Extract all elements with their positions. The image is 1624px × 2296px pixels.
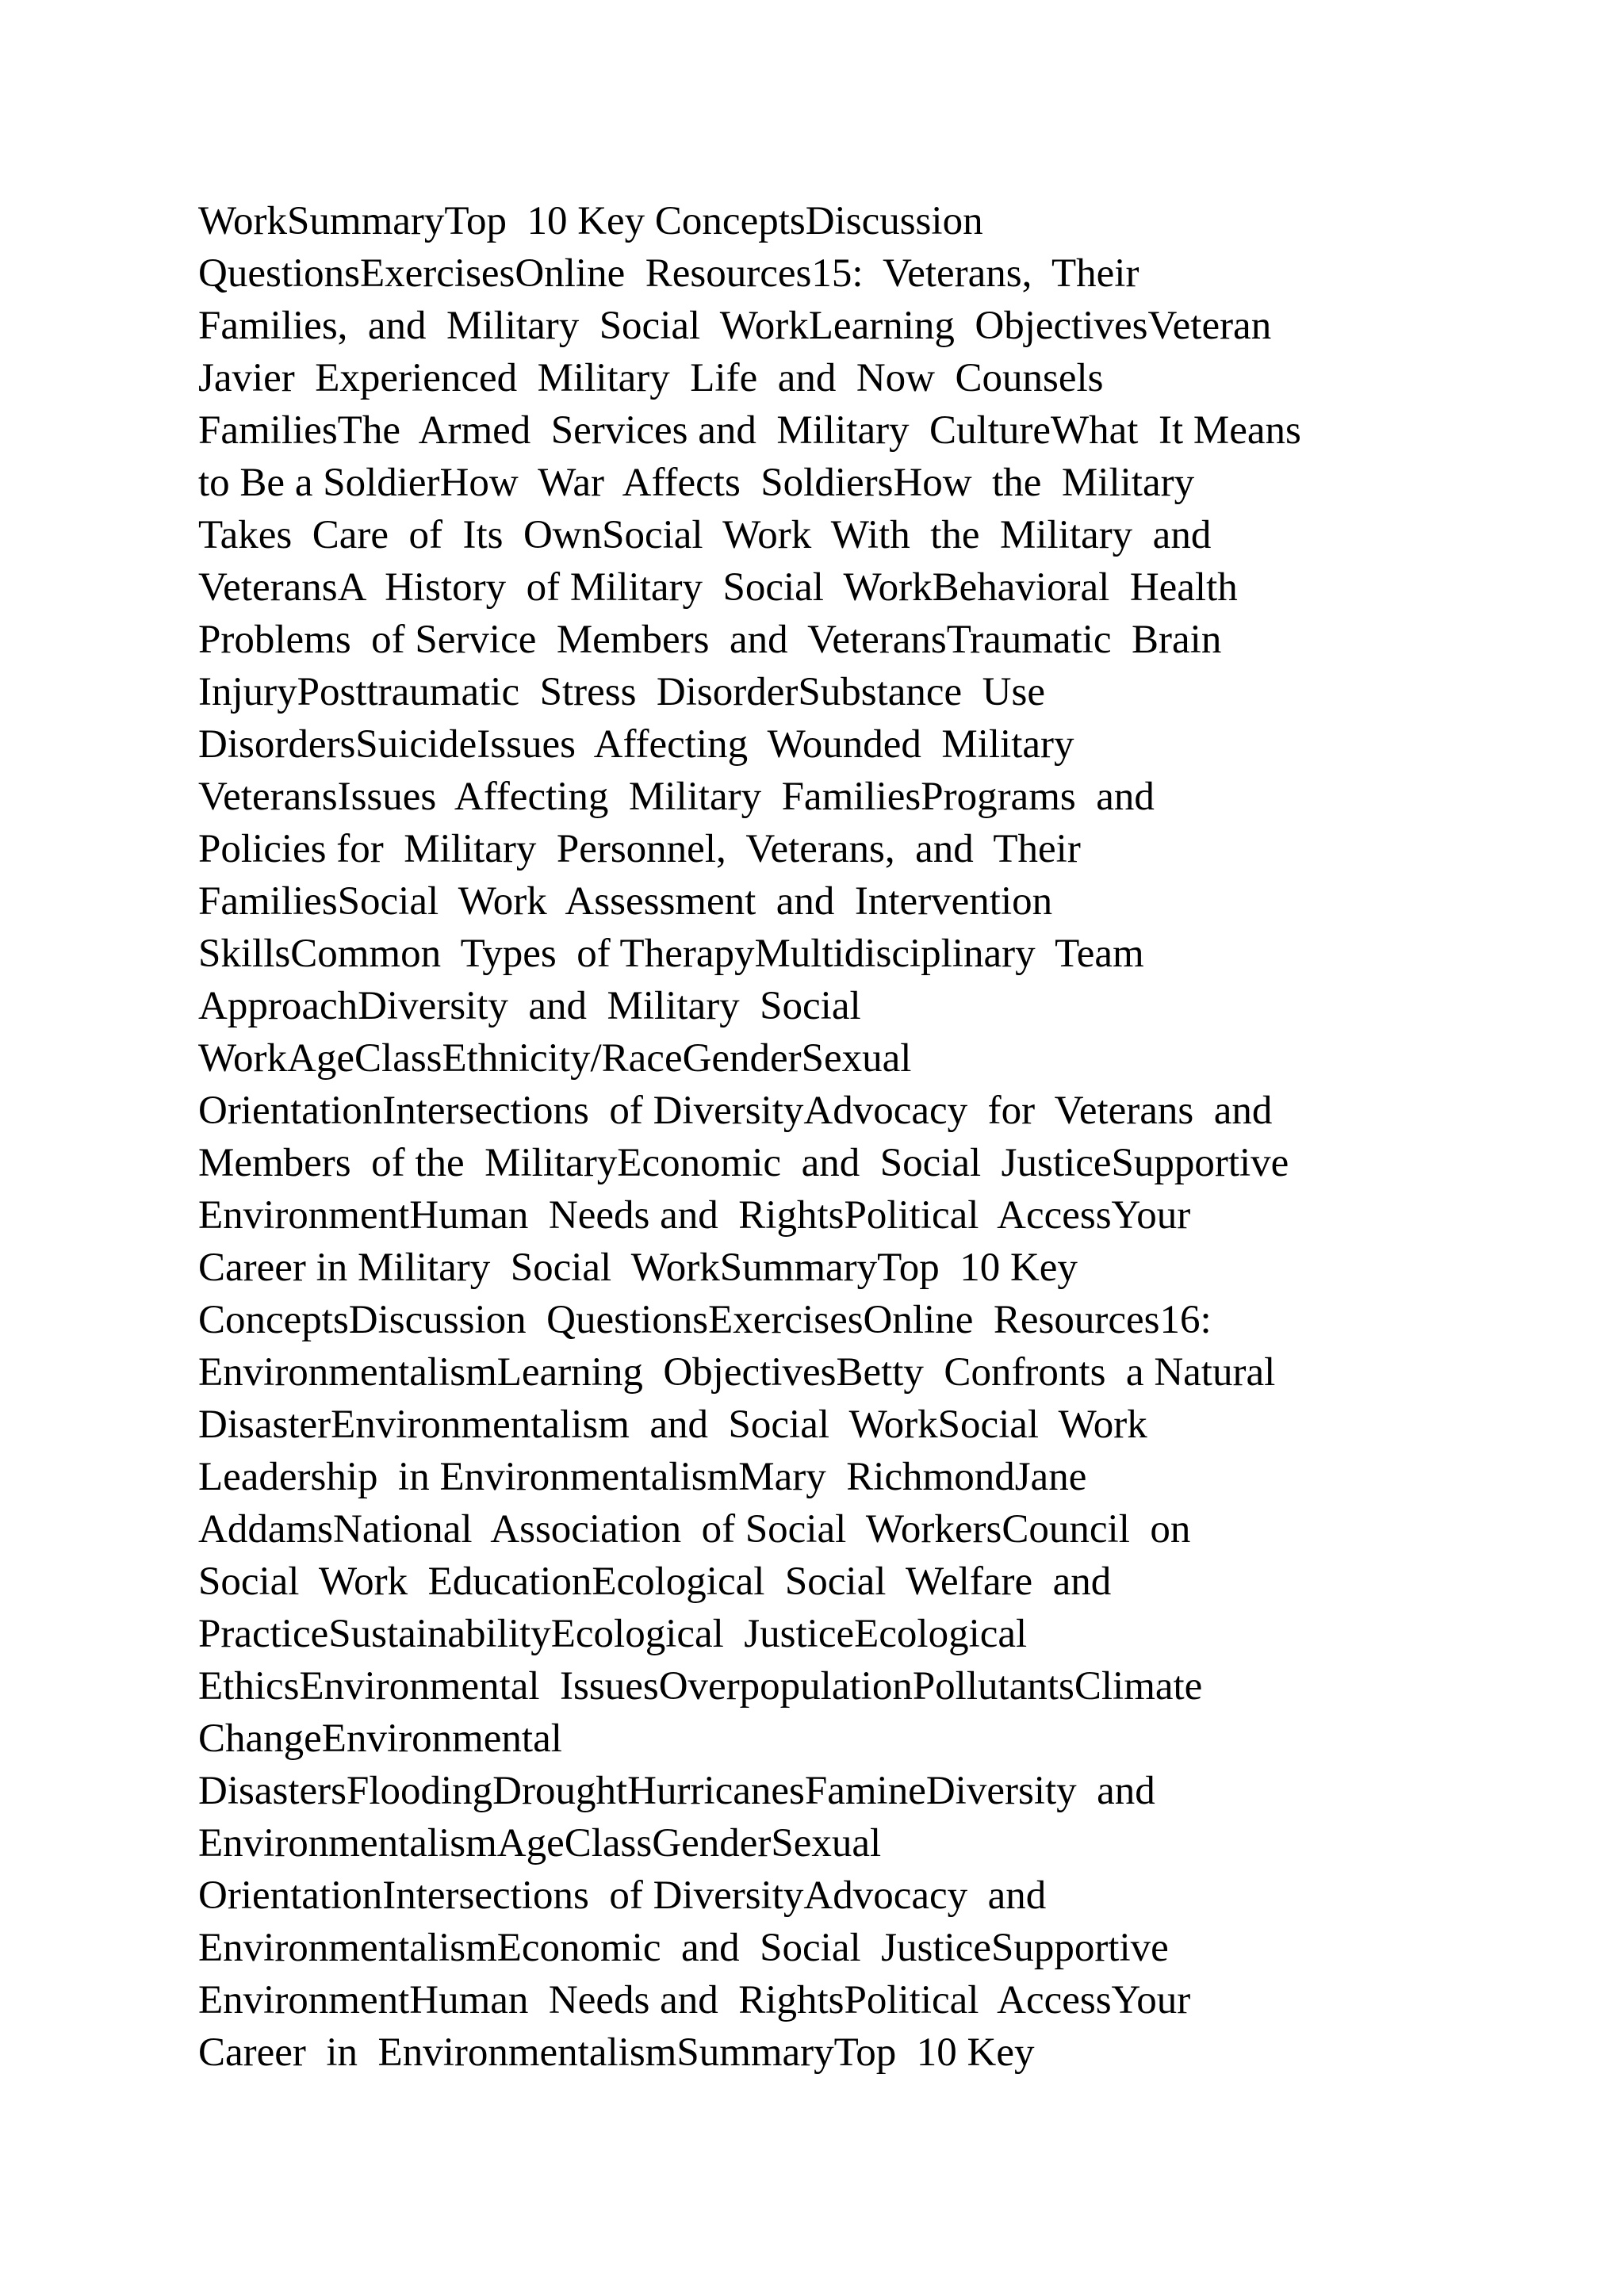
text-line: EnvironmentHuman Needs and RightsPolitical AccessYour [198, 1193, 1191, 1238]
text-line: FamiliesThe Armed Services and Military CultureWhat It Means [198, 408, 1301, 453]
text-line: Leadership in EnvironmentalismMary RichmondJane [198, 1455, 1087, 1499]
text-line: DisastersFloodingDroughtHurricanesFamineDiversity and [198, 1769, 1155, 1813]
text-line: Takes Care of Its OwnSocial Work With the Military and [198, 513, 1212, 557]
text-line: to Be a SoldierHow War Affects SoldiersHow the Military [198, 461, 1195, 505]
text-line: EnvironmentalismEconomic and Social JusticeSupportive [198, 1926, 1169, 1970]
text-line: WorkSummaryTop 10 Key ConceptsDiscussion [198, 199, 983, 243]
body-text [198, 195, 1499, 2079]
text-line: SkillsCommon Types of TherapyMultidisciplinary Team [198, 932, 1144, 976]
text-line: WorkAgeClassEthnicity/RaceGenderSexual [198, 1036, 912, 1081]
text-line: Families, and Military Social WorkLearning ObjectivesVeteran [198, 304, 1272, 348]
text-line: Social Work EducationEcological Social Welfare and [198, 1559, 1112, 1604]
text-line: DisasterEnvironmentalism and Social WorkSocial Work [198, 1402, 1147, 1447]
text-line: EnvironmentalismLearning ObjectivesBetty Confronts a Natural [198, 1350, 1276, 1395]
text-line: PracticeSustainabilityEcological JusticeEcological [198, 1612, 1028, 1656]
text-line: ConceptsDiscussion QuestionsExercisesOnline Resources16: [198, 1298, 1212, 1342]
text-line: Career in EnvironmentalismSummaryTop 10 Key [198, 2030, 1035, 2075]
text-line: InjuryPosttraumatic Stress DisorderSubstance Use [198, 670, 1045, 714]
text-line: EnvironmentHuman Needs and RightsPolitical AccessYour [198, 1978, 1191, 2022]
text-line: DisordersSuicideIssues Affecting Wounded Military [198, 722, 1074, 767]
text-line: Javier Experienced Military Life and Now Counsels [198, 356, 1104, 400]
text-line: EnvironmentalismAgeClassGenderSexual [198, 1821, 882, 1866]
text-line: OrientationIntersections of DiversityAdvocacy and [198, 1873, 1047, 1918]
text-line: Career in Military Social WorkSummaryTop 10 Key [198, 1246, 1078, 1290]
text-line: Policies for Military Personnel, Veterans, and Their [198, 827, 1081, 871]
text-line: Members of the MilitaryEconomic and Social JusticeSupportive [198, 1141, 1289, 1185]
text-line: OrientationIntersections of DiversityAdvocacy for Veterans and [198, 1089, 1273, 1133]
text-line: VeteransA History of Military Social WorkBehavioral Health [198, 565, 1238, 610]
text-line: ChangeEnvironmental [198, 1716, 562, 1761]
text-line: AddamsNational Association of Social WorkersCouncil on [198, 1507, 1191, 1552]
text-line: QuestionsExercisesOnline Resources15: Veterans, Their [198, 251, 1139, 296]
text-line: Problems of Service Members and VeteransTraumatic Brain [198, 618, 1222, 662]
text-line: EthicsEnvironmental IssuesOverpopulationPollutantsClimate [198, 1664, 1203, 1709]
text-line: FamiliesSocial Work Assessment and Intervention [198, 879, 1053, 924]
text-line: VeteransIssues Affecting Military FamiliesPrograms and [198, 775, 1155, 819]
text-line: ApproachDiversity and Military Social [198, 984, 861, 1028]
